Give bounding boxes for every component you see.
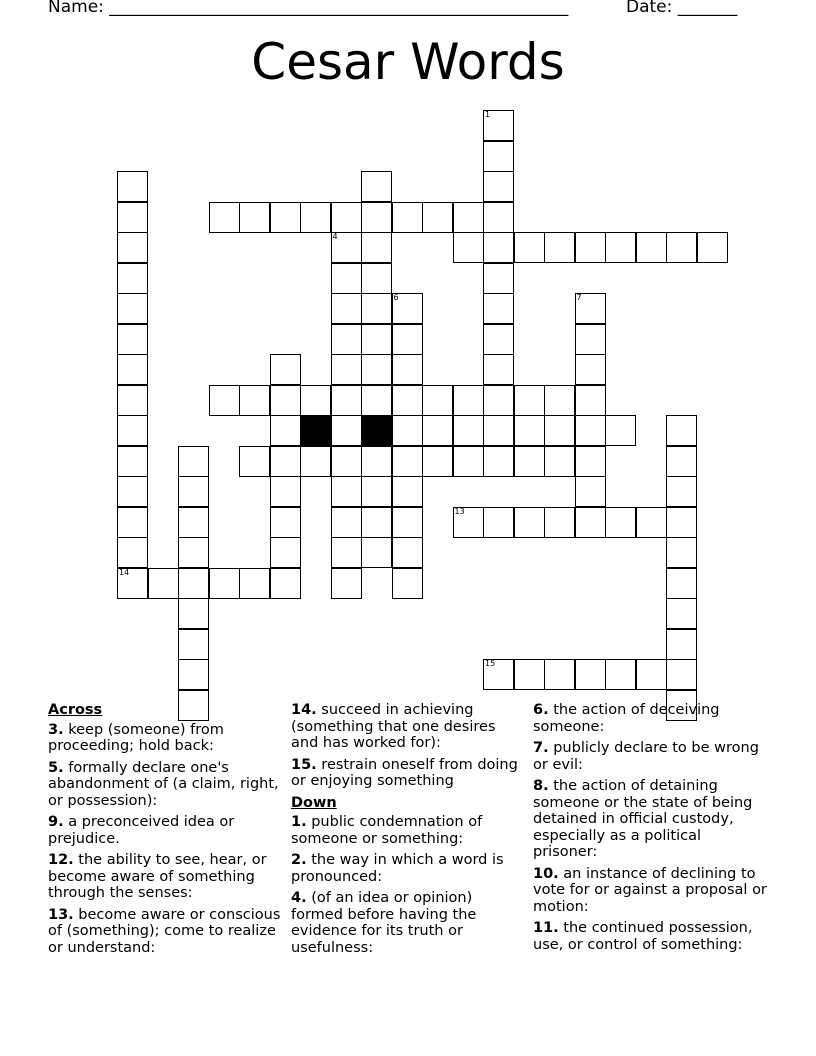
clue-number: 10. — [533, 865, 559, 882]
grid-cell[interactable] — [575, 415, 606, 446]
grid-cell[interactable] — [666, 507, 697, 538]
clue-text: succeed in achieving (something that one desires and has worked for): — [291, 702, 496, 751]
grid-cell[interactable] — [636, 659, 667, 690]
grid-cell[interactable] — [483, 263, 514, 294]
grid-cell[interactable] — [453, 507, 484, 538]
grid-cell[interactable] — [605, 232, 636, 263]
clue-text: become aware or conscious of (something); come to realize or understand: — [48, 906, 281, 956]
grid-cell[interactable] — [270, 202, 301, 233]
clue-number: 7. — [533, 740, 549, 756]
clue-text: a preconceived idea or prejudice. — [48, 814, 235, 847]
grid-cell[interactable] — [697, 232, 728, 263]
clue-number: 9. — [48, 814, 64, 830]
grid-cell[interactable] — [361, 171, 392, 202]
grid-block — [361, 415, 392, 446]
grid-cell[interactable] — [544, 385, 575, 416]
grid-cell[interactable] — [300, 446, 331, 477]
grid-cell[interactable] — [544, 507, 575, 538]
grid-cell[interactable] — [331, 232, 362, 263]
grid-cell[interactable] — [178, 598, 209, 629]
cell-number: 7 — [576, 293, 582, 302]
grid-cell[interactable] — [239, 202, 270, 233]
grid-cell[interactable] — [514, 446, 545, 477]
grid-cell[interactable] — [666, 232, 697, 263]
grid-cell[interactable] — [392, 293, 423, 324]
grid-cell[interactable] — [331, 568, 362, 599]
grid-cell[interactable] — [483, 507, 514, 538]
grid-cell[interactable] — [483, 446, 514, 477]
grid-cell[interactable] — [483, 354, 514, 385]
clue-number: 6. — [533, 702, 549, 718]
grid-cell[interactable] — [514, 232, 545, 263]
clue-text: keep (someone) from proceeding; hold back: — [48, 721, 224, 754]
grid-cell[interactable] — [178, 507, 209, 538]
clue-down — [291, 890, 527, 956]
grid-cell[interactable] — [483, 659, 514, 690]
grid-cell[interactable] — [178, 568, 209, 599]
grid-cell[interactable] — [117, 232, 148, 263]
clue-number: 12. — [48, 852, 74, 868]
grid-cell[interactable] — [331, 537, 362, 568]
grid-cell[interactable] — [605, 507, 636, 538]
grid-cell[interactable] — [117, 354, 148, 385]
clue-down — [533, 866, 769, 916]
grid-cell[interactable] — [331, 385, 362, 416]
grid-cell[interactable] — [117, 324, 148, 355]
grid-cell[interactable] — [178, 446, 209, 477]
grid-cell[interactable] — [300, 385, 331, 416]
grid-cell[interactable] — [361, 263, 392, 294]
clue-number: 4. — [291, 890, 307, 906]
clue-text: an instance of declining to vote for or against a proposal or motion: — [533, 865, 767, 915]
grid-cell[interactable] — [361, 507, 392, 538]
grid-cell[interactable] — [270, 446, 301, 477]
grid-cell[interactable] — [483, 202, 514, 233]
grid-cell[interactable] — [605, 659, 636, 690]
grid-cell[interactable] — [361, 293, 392, 324]
grid-cell[interactable] — [117, 476, 148, 507]
grid-cell[interactable] — [331, 507, 362, 538]
clue-across — [48, 852, 284, 902]
grid-cell[interactable] — [636, 507, 667, 538]
grid-cell[interactable] — [392, 202, 423, 233]
grid-cell[interactable] — [666, 446, 697, 477]
grid-cell[interactable] — [514, 659, 545, 690]
grid-cell[interactable] — [331, 263, 362, 294]
grid-cell[interactable] — [239, 568, 270, 599]
grid-cell[interactable] — [575, 354, 606, 385]
grid-cell[interactable] — [270, 507, 301, 538]
down-heading: Down — [291, 794, 337, 811]
grid-cell[interactable] — [117, 446, 148, 477]
grid-cell[interactable] — [239, 446, 270, 477]
grid-cell[interactable] — [453, 415, 484, 446]
grid-cell[interactable] — [575, 476, 606, 507]
grid-cell[interactable] — [361, 476, 392, 507]
grid-cell[interactable] — [117, 385, 148, 416]
name-field-label: Name: ______________________________________________________ — [48, 0, 569, 17]
clue-text: the ability to see, hear, or become aware of something through the senses: — [48, 852, 267, 901]
grid-cell[interactable] — [666, 537, 697, 568]
grid-cell[interactable] — [117, 537, 148, 568]
grid-cell[interactable] — [514, 507, 545, 538]
grid-cell[interactable] — [575, 293, 606, 324]
grid-cell[interactable] — [270, 537, 301, 568]
grid-cell[interactable] — [575, 446, 606, 477]
grid-cell[interactable] — [148, 568, 179, 599]
grid-cell[interactable] — [239, 385, 270, 416]
clue-down — [533, 920, 769, 953]
grid-cell[interactable] — [331, 476, 362, 507]
grid-cell[interactable] — [270, 476, 301, 507]
grid-cell[interactable] — [209, 385, 240, 416]
grid-cell[interactable] — [270, 568, 301, 599]
grid-cell[interactable] — [483, 293, 514, 324]
clues-column-3 — [533, 702, 769, 958]
grid-cell[interactable] — [575, 232, 606, 263]
grid-cell[interactable] — [331, 446, 362, 477]
clue-number: 8. — [533, 778, 549, 794]
grid-cell[interactable] — [422, 202, 453, 233]
grid-cell[interactable] — [331, 354, 362, 385]
grid-cell[interactable] — [453, 385, 484, 416]
grid-cell[interactable] — [117, 293, 148, 324]
clue-number: 1. — [291, 814, 307, 830]
grid-cell[interactable] — [331, 415, 362, 446]
grid-cell[interactable] — [361, 385, 392, 416]
clue-across — [48, 814, 284, 847]
grid-cell[interactable] — [666, 415, 697, 446]
grid-cell[interactable] — [483, 110, 514, 141]
grid-cell[interactable] — [575, 324, 606, 355]
clue-text: formally declare one's abandonment of (a claim, right, or possession): — [48, 759, 279, 809]
clue-number: 11. — [533, 920, 559, 936]
grid-cell[interactable] — [178, 476, 209, 507]
grid-cell[interactable] — [422, 385, 453, 416]
grid-cell[interactable] — [453, 232, 484, 263]
grid-cell[interactable] — [117, 568, 148, 599]
grid-cell[interactable] — [422, 415, 453, 446]
grid-cell[interactable] — [636, 232, 667, 263]
clue-text: publicly declare to be wrong or evil: — [533, 740, 759, 773]
grid-cell[interactable] — [331, 293, 362, 324]
cell-number: 14 — [119, 567, 130, 577]
clue-text: the action of detaining someone or the state of being detained in official custody, especially as a political prisoner: — [533, 778, 753, 860]
grid-cell[interactable] — [483, 415, 514, 446]
grid-cell[interactable] — [392, 354, 423, 385]
clue-across — [48, 907, 284, 957]
grid-cell[interactable] — [392, 324, 423, 355]
grid-cell[interactable] — [483, 141, 514, 172]
across-heading: Across — [48, 702, 103, 718]
grid-cell[interactable] — [453, 446, 484, 477]
grid-cell[interactable] — [392, 385, 423, 416]
grid-cell[interactable] — [666, 568, 697, 599]
grid-cell[interactable] — [666, 598, 697, 629]
clue-text: the way in which a word is pronounced: — [291, 852, 504, 885]
clue-text: public condemnation of someone or something: — [291, 814, 483, 847]
grid-cell[interactable] — [331, 202, 362, 233]
grid-cell[interactable] — [483, 232, 514, 263]
clue-across — [291, 757, 527, 790]
grid-cell[interactable] — [178, 629, 209, 660]
grid-block — [300, 415, 331, 446]
grid-cell[interactable] — [483, 385, 514, 416]
grid-cell[interactable] — [361, 324, 392, 355]
cell-number: 1 — [485, 110, 491, 119]
grid-cell[interactable] — [422, 446, 453, 477]
grid-cell[interactable] — [392, 476, 423, 507]
grid-cell[interactable] — [270, 415, 301, 446]
cell-number: 4 — [332, 232, 338, 241]
grid-cell[interactable] — [514, 415, 545, 446]
grid-cell[interactable] — [514, 385, 545, 416]
clue-text: the continued possession, use, or control of something: — [533, 920, 753, 953]
grid-cell[interactable] — [178, 659, 209, 690]
grid-cell[interactable] — [483, 171, 514, 202]
grid-cell[interactable] — [575, 507, 606, 538]
clue-text: (of an idea or opinion) formed before having the evidence for its truth or usefulness: — [291, 890, 477, 956]
clue-across — [48, 722, 284, 755]
grid-cell[interactable] — [544, 659, 575, 690]
grid-cell[interactable] — [209, 202, 240, 233]
cell-number: 6 — [393, 293, 399, 302]
grid-cell[interactable] — [544, 232, 575, 263]
cell-number: 15 — [485, 659, 496, 668]
clue-across — [48, 760, 284, 810]
grid-cell[interactable] — [666, 659, 697, 690]
grid-cell[interactable] — [117, 263, 148, 294]
grid-cell[interactable] — [361, 354, 392, 385]
date-field-label: Date: _______ — [626, 0, 738, 17]
clue-number: 5. — [48, 759, 64, 776]
clues-column-1 — [48, 702, 284, 961]
grid-cell[interactable] — [544, 415, 575, 446]
grid-cell[interactable] — [575, 659, 606, 690]
grid-cell[interactable] — [361, 232, 392, 263]
grid-cell[interactable] — [270, 385, 301, 416]
grid-cell[interactable] — [117, 202, 148, 233]
clue-down — [533, 740, 769, 773]
grid-cell[interactable] — [453, 202, 484, 233]
clue-down — [533, 778, 769, 861]
grid-cell[interactable] — [392, 537, 423, 568]
grid-cell[interactable] — [117, 507, 148, 538]
clue-number: 2. — [291, 852, 307, 868]
grid-cell[interactable] — [361, 537, 392, 568]
grid-cell[interactable] — [392, 507, 423, 538]
grid-cell[interactable] — [575, 385, 606, 416]
page-title: Cesar Words — [251, 33, 565, 91]
grid-cell[interactable] — [117, 171, 148, 202]
grid-cell[interactable] — [361, 446, 392, 477]
grid-cell[interactable] — [666, 629, 697, 660]
clue-number: 15. — [291, 756, 317, 773]
clue-across — [291, 702, 527, 752]
grid-cell[interactable] — [544, 446, 575, 477]
clue-down — [291, 814, 527, 847]
grid-cell[interactable] — [666, 476, 697, 507]
clue-text: the action of deceiving someone: — [533, 702, 720, 735]
grid-cell[interactable] — [392, 446, 423, 477]
grid-cell[interactable] — [178, 537, 209, 568]
grid-cell[interactable] — [209, 568, 240, 599]
clues-column-2 — [291, 702, 527, 961]
cell-number: 13 — [454, 506, 465, 516]
grid-cell[interactable] — [270, 354, 301, 385]
clue-down — [533, 702, 769, 735]
grid-cell[interactable] — [361, 202, 392, 233]
grid-cell[interactable] — [300, 202, 331, 233]
clue-number: 3. — [48, 721, 64, 738]
clue-down — [291, 852, 527, 885]
grid-cell[interactable] — [117, 415, 148, 446]
grid-cell[interactable] — [605, 415, 636, 446]
clue-number: 14. — [291, 702, 317, 718]
grid-cell[interactable] — [392, 568, 423, 599]
grid-cell[interactable] — [483, 324, 514, 355]
grid-cell[interactable] — [331, 324, 362, 355]
grid-cell[interactable] — [392, 415, 423, 446]
clue-text: restrain oneself from doing or enjoying something — [291, 756, 518, 789]
clue-number: 13. — [48, 906, 74, 923]
